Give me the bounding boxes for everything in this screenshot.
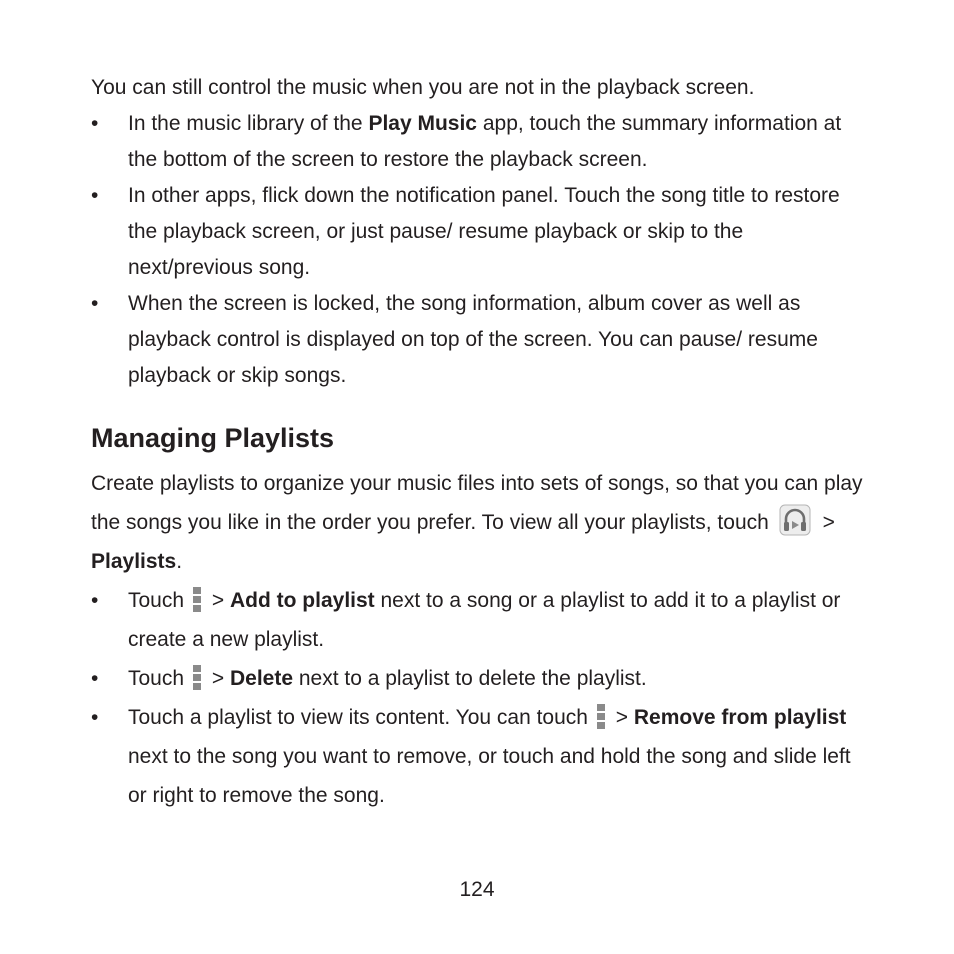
separator: > xyxy=(206,667,230,690)
intro-paragraph: You can still control the music when you are not in the playback screen. xyxy=(91,76,755,99)
bullet-text: In other apps, flick down the notification panel. Touch the song title to restore the playback screen, or just pause/ resume playback or skip to the next/previous song. xyxy=(128,184,840,279)
bullet-text-pre: Touch xyxy=(128,589,185,612)
sentence-end: . xyxy=(176,550,183,573)
bullet-marker: • xyxy=(91,706,99,729)
bullet-text-post: app, touch the summary information at the bottom of the screen to restore the playback screen. xyxy=(128,112,842,171)
menu-overflow-icon xyxy=(596,703,606,730)
page-number: 124 xyxy=(459,878,495,901)
section-intro-paragraph xyxy=(91,464,871,581)
bullet-text-post: next to a song or a playlist to add it to a playlist or create a new playlist. xyxy=(128,589,841,651)
playlist-bullet-list xyxy=(91,581,871,815)
remove-from-playlist-label: Remove from playlist xyxy=(633,706,847,729)
bullet-text-post: next to the song you want to remove, or touch and hold the song and slide left or right to remove the song. xyxy=(128,745,851,807)
bullet-text-pre: In the music library of the xyxy=(128,112,369,135)
separator: > xyxy=(816,511,835,534)
section-title: Managing Playlists xyxy=(91,423,335,453)
delete-label: Delete xyxy=(229,667,294,690)
bullet-marker: • xyxy=(91,292,99,315)
playlists-label: Playlists xyxy=(91,550,177,573)
control-bullet-list xyxy=(91,106,871,394)
list-item xyxy=(91,698,871,815)
bullet-marker: • xyxy=(91,667,99,690)
bullet-text-post: next to a playlist to delete the playlist. xyxy=(293,667,647,690)
add-to-playlist-label: Add to playlist xyxy=(229,589,375,612)
bullet-text: When the screen is locked, the song information, album cover as well as playback control is displayed on top of the screen. You can pause/ resume playback or skip songs. xyxy=(128,292,818,387)
list-item xyxy=(91,178,871,286)
list-item xyxy=(91,581,871,659)
list-item xyxy=(91,106,871,178)
bullet-marker: • xyxy=(91,112,99,135)
section-intro-text: Create playlists to organize your music files into sets of songs, so that you can play the songs you like in the order you prefer. To view all your playlists, touch xyxy=(91,472,863,534)
separator: > xyxy=(609,706,634,729)
bullet-text-pre: Touch xyxy=(128,667,185,690)
separator: > xyxy=(206,589,230,612)
bullet-marker: • xyxy=(91,184,99,207)
document-page xyxy=(91,70,871,815)
play-music-headphones-icon xyxy=(779,504,811,536)
menu-overflow-icon xyxy=(192,664,202,691)
menu-overflow-icon xyxy=(192,586,202,613)
app-name-play-music: Play Music xyxy=(368,112,477,135)
bullet-marker: • xyxy=(91,589,99,612)
bullet-text-pre: Touch a playlist to view its content. You can touch xyxy=(128,706,588,729)
list-item xyxy=(91,659,871,698)
list-item xyxy=(91,286,871,394)
